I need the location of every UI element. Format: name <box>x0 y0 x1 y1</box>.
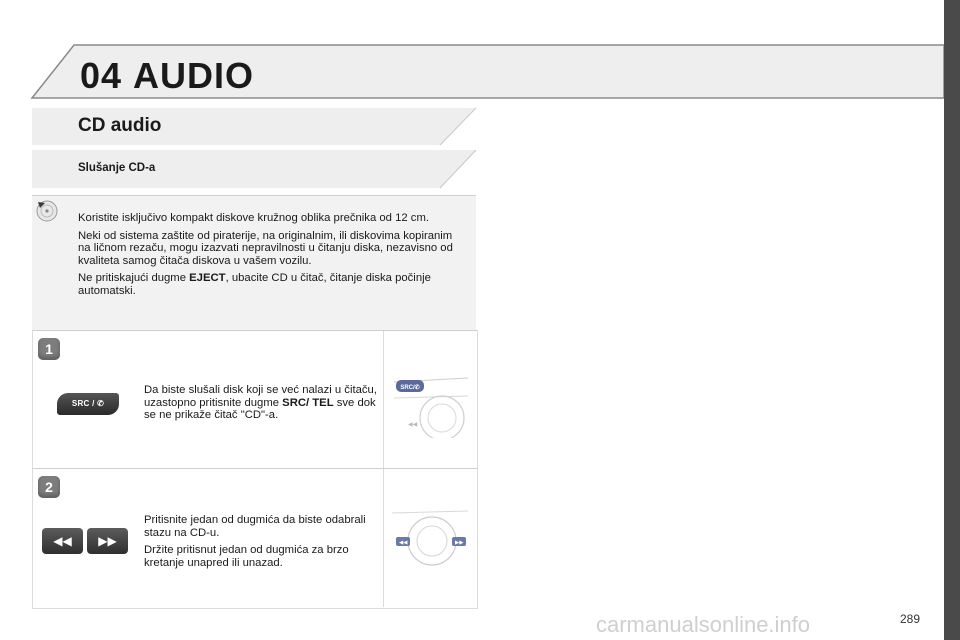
step-1-badge: 1 <box>38 338 60 360</box>
dashboard-src-illustration <box>390 370 470 438</box>
eject-keyword: EJECT <box>189 272 226 284</box>
seek-forward-button: ▶▶ <box>87 528 128 554</box>
page-edge-bar <box>944 0 960 640</box>
dashboard-seek-illustration <box>388 505 472 575</box>
info-paragraph-2: Neki od sistema zaštite od piraterije, na originalnim, ili diskovima kopiranim na ličnom rezaču, mogu izazvati nepravilnosti u čitanju diska, nezavisno od kvaliteta samog čitača diskova u vašem vozilu. <box>78 229 453 267</box>
svg-text:SRC/✆: SRC/✆ <box>400 385 420 391</box>
step-2-text <box>144 514 378 574</box>
site-watermark: carmanualsonline.info <box>596 612 811 637</box>
src-tel-keyword: SRC/ TEL <box>282 396 334 409</box>
page-number: 289 <box>900 612 921 626</box>
step-2-paragraph-2: Držite pritisnut jedan od dugmića za brzo kretanje unapred ili unazad. <box>144 544 349 569</box>
disc-info-icon <box>36 200 58 222</box>
chapter-number: 04 <box>80 55 123 96</box>
step-2-badge: 2 <box>38 476 60 498</box>
svg-text:◀◀: ◀◀ <box>399 540 408 546</box>
chapter-title: AUDIO <box>133 55 254 96</box>
seek-back-button: ◀◀ <box>42 528 83 554</box>
step-1-text: Da biste slušali disk koji se već nalazi u čitaču, uzastopno pritisnite dugme SRC/ TEL sve dok se ne prikaže čitač "CD"-a. <box>144 384 377 421</box>
info-paragraph-1: Koristite isključivo kompakt diskove kružnog oblika prečnika od 12 cm. <box>78 212 429 224</box>
src-tel-button: SRC / ✆ <box>57 393 119 415</box>
section-subtitle: Slušanje CD-a <box>78 162 156 174</box>
svg-text:▶▶: ▶▶ <box>455 540 464 546</box>
svg-text:◀◀: ◀◀ <box>408 422 418 428</box>
section-title: CD audio <box>78 115 162 136</box>
info-paragraph-3: Ne pritiskajući dugme EJECT, ubacite CD u čitač, čitanje diska počinje automatski. <box>78 272 431 297</box>
step-1-divider <box>383 331 384 468</box>
step-2-divider <box>383 469 384 607</box>
info-text <box>78 212 466 302</box>
step-2-paragraph-1: Pritisnite jedan od dugmića da biste odabrali stazu na CD-u. <box>144 514 366 539</box>
